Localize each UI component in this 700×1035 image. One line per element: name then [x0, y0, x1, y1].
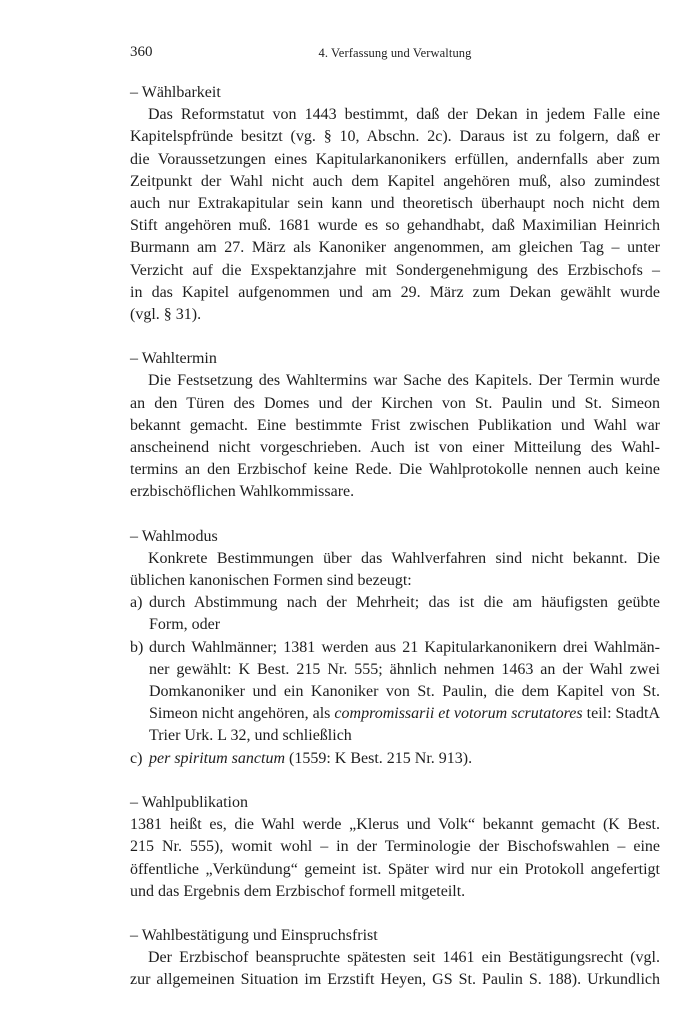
enumerated-list	[130, 592, 660, 770]
text-line: Form, oder	[149, 616, 221, 634]
text-line	[149, 703, 660, 725]
text-line: öffentliche „Verkündung“ gemeint ist. Später wird nur ein Protokoll angefertigt	[130, 860, 660, 878]
text-line: Der Erzbischof beanspruchte spätesten seit 1461 ein Bestätigungsrecht (vgl.	[148, 949, 660, 967]
list-item	[130, 748, 660, 770]
text-line: termins an den Erzbischof keine Rede. Die Wahlprotokolle nennen auch keine	[130, 461, 660, 479]
text-line: 215 Nr. 555), womit wohl – in der Terminologie der Bischofswahlen – eine	[130, 838, 660, 856]
section-wahlbestatigung	[130, 925, 660, 992]
text-line: Burmann am 27. März als Kanoniker angenommen, am gleichen Tag – unter	[130, 239, 660, 257]
text-line: ner gewählt: K Best. 215 Nr. 555; ähnlich nehmen 1463 an der Wahl zwei	[149, 660, 660, 678]
list-marker: c)	[130, 749, 143, 767]
text-line: an den Türen des Domes und der Kirchen von St. Paulin und St. Simeon	[130, 394, 660, 412]
body-text	[130, 82, 660, 992]
text-line: in das Kapitel aufgenommen und am 29. März zum Dekan gewählt wurde	[130, 283, 660, 301]
text-line: Verzicht auf die Exspektanzjahre mit Sondergenehmigung des Erzbischofs –	[130, 261, 660, 279]
text-line: und das Ergebnis dem Erzbischof formell mitgeteilt.	[130, 882, 466, 900]
page-number: 360	[130, 44, 153, 60]
latin-phrase: per spiritum sanctum	[149, 749, 285, 767]
section-wahlpublikation	[130, 792, 660, 903]
text-line: Das Reformstatut von 1443 bestimmt, daß der Dekan in jedem Falle eine	[148, 106, 660, 124]
paragraph	[130, 947, 660, 991]
text-line: üblichen kanonischen Formen sind bezeugt:	[130, 572, 412, 590]
section-heading: – Wahlmodus	[130, 527, 218, 545]
section-wahltermin	[130, 348, 660, 503]
text-line: Die Festsetzung des Wahltermins war Sache des Kapitels. Der Termin wurde	[148, 372, 660, 390]
paragraph	[130, 814, 660, 903]
text-line: erzbischöflichen Wahlkommissare.	[130, 483, 355, 501]
text-line: durch Wahlmänner; 1381 werden aus 21 Kapitularkanonikern drei Wahlmän-	[149, 638, 660, 656]
running-head: 4. Verfassung und Verwaltung	[318, 46, 472, 60]
list-item	[130, 592, 660, 636]
latin-phrase: compromissarii et votorum scrutatores	[334, 705, 583, 723]
text-line: zur allgemeinen Situation im Erzstift Heyen, GS St. Paulin S. 188). Urkundlich	[130, 971, 660, 989]
paragraph	[130, 104, 660, 326]
text-line: durch Abstimmung nach der Mehrheit; das ist die am häufigsten geübte	[149, 594, 660, 612]
text-line: Trier Urk. L 32, und schließlich	[149, 727, 352, 745]
text-line: Kapitelspfründe besitzt (vg. § 10, Abschn. 2c). Daraus ist zu folgern, daß er	[130, 128, 660, 146]
section-heading: – Wahltermin	[130, 350, 217, 368]
section-heading: – Wählbarkeit	[130, 84, 221, 101]
text-line: bekannt gemacht. Eine bestimmte Frist zwischen Publikation und Wahl war	[130, 416, 660, 434]
text-line	[149, 748, 660, 770]
text-run: Simeon nicht angehören, als	[149, 705, 335, 723]
text-line: auch nur Extrakapitular sein kann und theoretisch überhaupt noch nicht dem	[130, 195, 660, 213]
text-line: Stift angehören muß. 1681 wurde es so gehandhabt, daß Maximilian Heinrich	[130, 217, 660, 235]
section-heading: – Wahlpublikation	[130, 793, 248, 811]
text-line: Konkrete Bestimmungen über das Wahlverfahren sind nicht bekannt. Die	[148, 549, 660, 567]
list-marker: a)	[130, 594, 143, 612]
section-wahlbarkeit	[130, 82, 660, 326]
text-line: Domkanoniker und ein Kanoniker von St. Paulin, die dem Kapitel von St.	[149, 683, 660, 701]
paragraph	[130, 370, 660, 503]
text-line: Zeitpunkt der Wahl nicht auch dem Kapitel angehören muß, also zumindest	[130, 172, 660, 190]
list-item	[130, 637, 660, 748]
list-marker: b)	[130, 638, 144, 656]
text-line: 1381 heißt es, die Wahl werde „Klerus und Volk“ bekannt gemacht (K Best.	[130, 816, 660, 834]
text-line: (vgl. § 31).	[130, 306, 202, 324]
page-header	[130, 44, 660, 64]
text-line: die Voraussetzungen eines Kapitularkanonikers erfüllen, andernfalls aber zum	[130, 150, 660, 168]
section-heading: – Wahlbestätigung und Einspruchsfrist	[130, 926, 378, 944]
text-run: teil: StadtA	[582, 705, 661, 723]
text-line: anscheinend nicht vorgeschrieben. Auch ist von einer Mitteilung des Wahl-	[130, 439, 660, 457]
section-wahlmodus	[130, 526, 660, 770]
paragraph	[130, 548, 660, 592]
text-run: (1559: K Best. 215 Nr. 913).	[285, 749, 473, 767]
